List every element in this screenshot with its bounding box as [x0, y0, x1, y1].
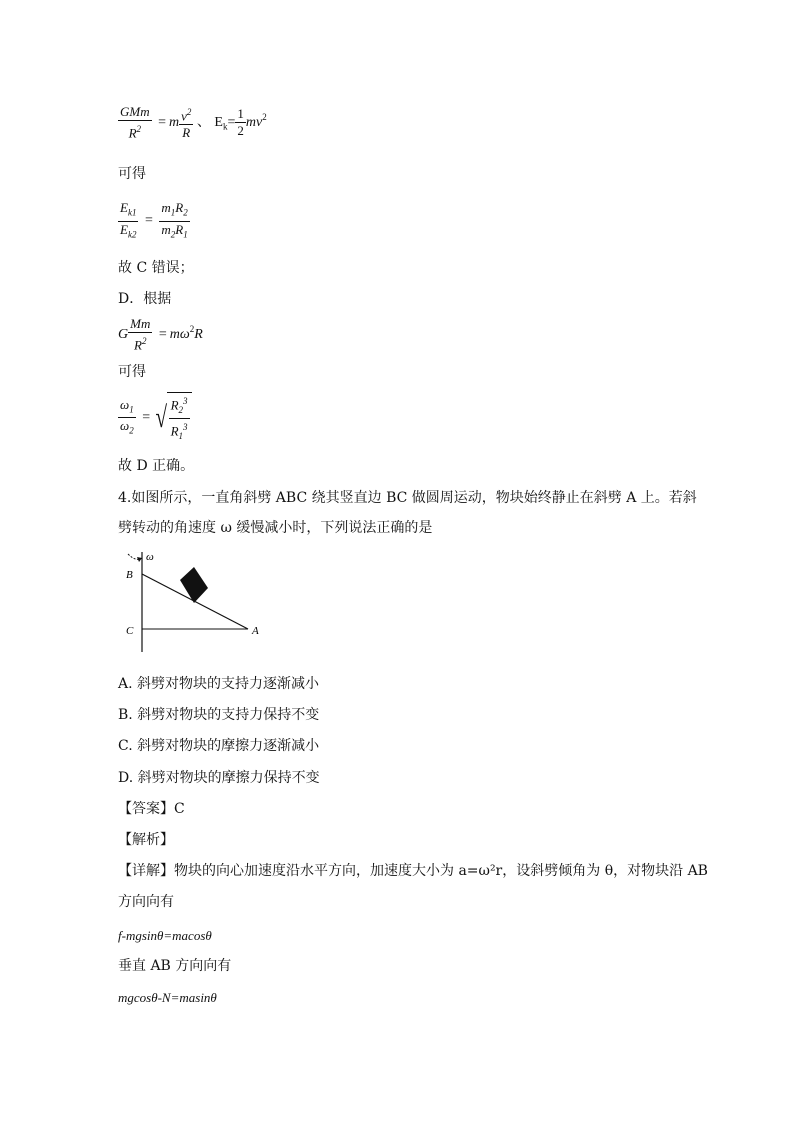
equation-gravity-energy: $\frac{\text{GMm}}{R^2}$ = m $\frac{v^2}{R}$ 、 $E_k=$ $\frac{1}{2}$ $mv^2$ [120, 104, 267, 141]
text-c-wrong: 故 C 错误； [118, 260, 194, 276]
equation-energy-ratio: $\frac{E_{k1}}{E_{k2}}$ = $\frac{m_1R_2}{m_2R_1}$ [120, 200, 188, 240]
text-perp-ab: 垂直 AB 方向向有 [118, 958, 232, 974]
analysis-heading: 【解析】 [118, 832, 174, 848]
label-c: C [126, 625, 134, 637]
question-line-1: 4.如图所示，一直角斜劈 ABC 绕其竖直边 BC 做圆周运动，物块始终静止在斜劈 A 上。若斜 [118, 490, 697, 506]
label-a: A [252, 625, 259, 637]
option-c: C. 斜劈对物块的摩擦力逐渐减小 [118, 738, 320, 754]
equation-ab-direction: f-mgsinθ=macosθ [118, 928, 212, 943]
question-line-2: 劈转动的角速度 ω 缓慢减小时，下列说法正确的是 [118, 520, 433, 536]
equation-angular-velocity: G $\frac{Mm}{R^2}$ = $m\omega^2R$ [118, 316, 203, 353]
text-kede-2: 可得 [118, 364, 146, 380]
block [180, 567, 208, 603]
option-b: B. 斜劈对物块的支持力保持不变 [118, 707, 320, 723]
text-d-correct: 故 D 正确。 [118, 458, 195, 474]
option-d: D. 斜劈对物块的摩擦力保持不变 [118, 770, 320, 786]
omega-label: ω [146, 551, 154, 563]
label-b: B [126, 569, 133, 581]
wedge-figure [118, 548, 268, 658]
text-d-basis: D．根据 [118, 291, 172, 307]
option-a: A. 斜劈对物块的支持力逐渐减小 [118, 676, 320, 692]
detail-line-1: 【详解】物块的向心加速度沿水平方向，加速度大小为 a=ω²r，设斜劈倾角为 θ，对物块沿 AB [118, 863, 708, 879]
text-kede-1: 可得 [118, 166, 146, 182]
equation-perp-direction: mgcosθ-N=masinθ [118, 990, 217, 1005]
equation-omega-ratio: $\frac{\omega_1}{\omega_2}$ = √ $\frac{R_2^3}{R_1^3}$ [118, 392, 192, 444]
detail-line-2: 方向向有 [118, 894, 174, 910]
answer: 【答案】C [118, 801, 185, 817]
